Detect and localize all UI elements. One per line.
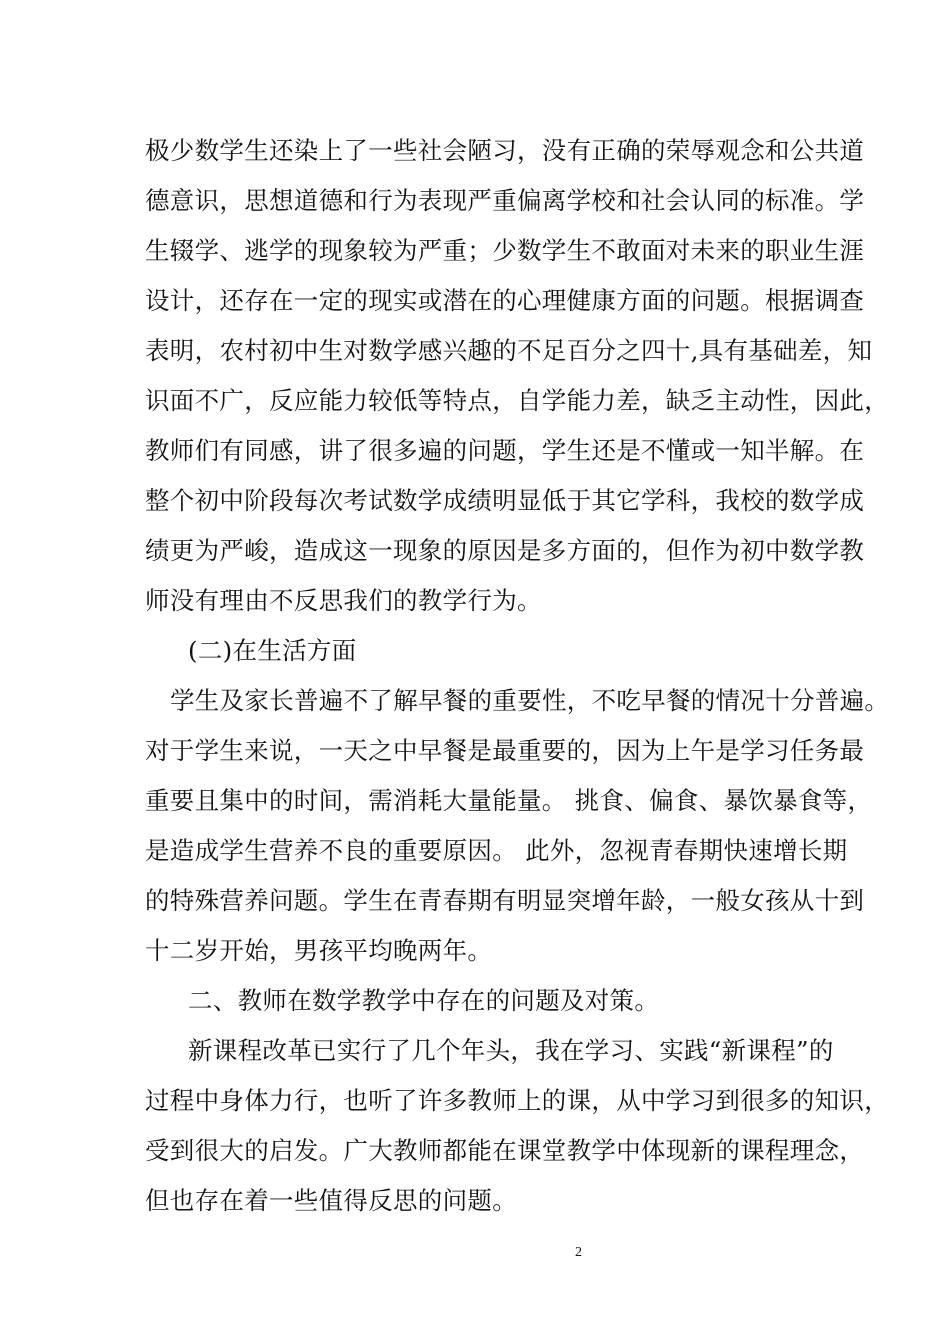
page-number: 2 bbox=[575, 1245, 582, 1260]
text-line: 是造成学生营养不良的重要原因。 此外，忽视青春期快速增长期 bbox=[145, 836, 848, 865]
text-line: 教师们有同感，讲了很多遍的问题，学生还是不懂或一知半解。在 bbox=[145, 436, 865, 465]
text-line: 但也存在着一些值得反思的问题。 bbox=[145, 1186, 517, 1215]
section-heading: (二)在生活方面 bbox=[188, 636, 357, 665]
text-line: 受到很大的启发。广大教师都能在课堂教学中体现新的课程理念， bbox=[145, 1136, 865, 1165]
text-line: 极少数学生还染上了一些社会陋习，没有正确的荣辱观念和公共道 bbox=[145, 136, 865, 165]
text-line: 学生及家长普遍不了解早餐的重要性，不吃早餐的情况十分普遍。 bbox=[170, 686, 890, 715]
text-line: 绩更为严峻，造成这一现象的原因是多方面的，但作为初中数学教 bbox=[145, 536, 865, 565]
section-heading: 二、教师在数学教学中存在的问题及对策。 bbox=[188, 986, 660, 1015]
text-line: 过程中身体力行，也听了许多教师上的课，从中学习到很多的知识， bbox=[145, 1086, 889, 1115]
text-line: 十二岁开始，男孩平均晚两年。 bbox=[145, 936, 493, 965]
text-line: 表明，农村初中生对数学感兴趣的不足百分之四十,具有基础差，知 bbox=[145, 336, 873, 365]
text-line: 新课程改革已实行了几个年头，我在学习、实践“新课程”的 bbox=[188, 1036, 834, 1065]
text-line: 德意识，思想道德和行为表现严重偏离学校和社会认同的标准。学 bbox=[145, 186, 865, 215]
text-line: 对于学生来说，一天之中早餐是最重要的，因为上午是学习任务最 bbox=[145, 736, 865, 765]
text-line: 识面不广，反应能力较低等特点，自学能力差，缺乏主动性，因此， bbox=[145, 386, 889, 415]
text-line: 生辍学、逃学的现象较为严重；少数学生不敢面对未来的职业生涯 bbox=[145, 236, 865, 265]
text-line: 师没有理由不反思我们的教学行为。 bbox=[145, 586, 542, 615]
text-line: 整个初中阶段每次考试数学成绩明显低于其它学科，我校的数学成 bbox=[145, 486, 865, 515]
text-line: 的特殊营养问题。学生在青春期有明显突增年龄，一般女孩从十到 bbox=[145, 886, 865, 915]
text-line: 重要且集中的时间，需消耗大量能量。 挑食、偏食、暴饮暴食等， bbox=[145, 786, 873, 815]
text-line: 设计，还存在一定的现实或潜在的心理健康方面的问题。根据调查 bbox=[145, 286, 865, 315]
